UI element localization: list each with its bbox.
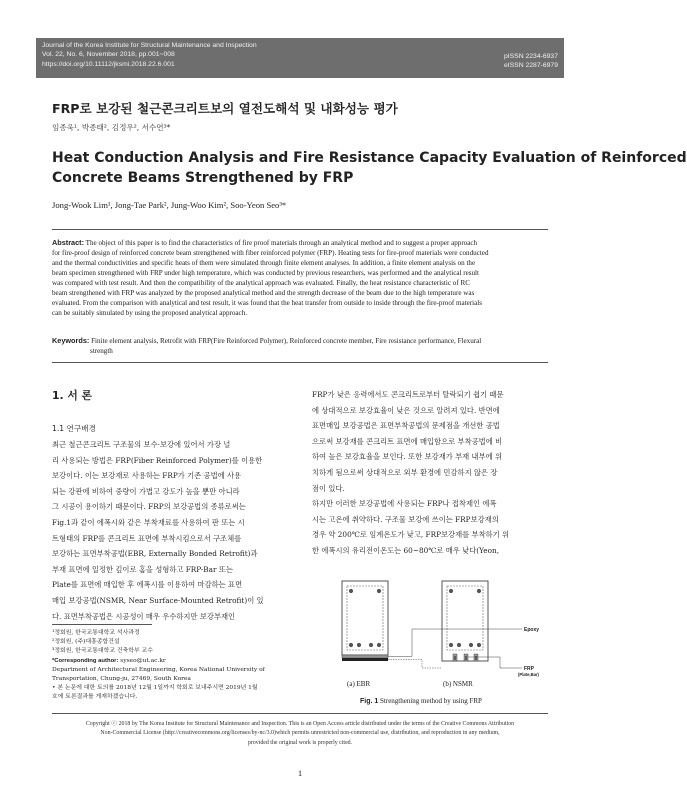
keywords-line: Keywords: Finite element analysis, Retrofit with FRP(Fire Reinforced Polymer), Reinforced concrete member, Fire resistance performance, Flexural (52, 336, 482, 345)
subsection-title: 1.1 연구배경 (52, 424, 96, 433)
copyright-notice (52, 720, 548, 748)
abstract-line: beam specimen strengthened with FRP under high temperature, which was conducted by previous researchers, was performed and the analytical result (52, 269, 479, 278)
journal-header (36, 38, 564, 78)
copyright-line: provided the original work is properly cited. (247, 739, 353, 746)
korean-title: FRP로 보강된 철근콘크리트보의 열전도해석 및 내화성능 평가 (52, 101, 398, 116)
copyright-line[interactable]: Non-Commercial License (http://creativecommons.org/licenses/by-nc/3.0)which permits unrestricted non-commercial use, distribution, and reproduction in any medium, (100, 730, 500, 737)
figure-strengthening-methods (312, 578, 548, 696)
body-line: 다. 표면부착공법은 시공성이 매우 우수하지만 보강부재인 (52, 611, 236, 621)
nsmr-beam-diagram (442, 581, 488, 661)
body-line: Fig.1과 같이 에폭시와 같은 부착재료를 사용하여 판 또는 시 (52, 517, 245, 527)
rebar (349, 589, 353, 593)
affiliation: Department of Architectural Engineering, Korea National University of (52, 666, 265, 673)
figure-caption-text: Strengthening method by using FRP (378, 697, 482, 705)
frp-sub-label: (Plate,Bar) (518, 672, 539, 677)
discussion-note: • 본 논문에 대한 토의를 2018년 12월 1일까지 학회로 보내주시면 2019년 1월 (52, 685, 258, 692)
epoxy-label: Epoxy (524, 627, 540, 633)
footnotes (52, 629, 288, 703)
body-line: 하지만 이러한 보강공법에 사용되는 FRP나 접착제인 에폭 (312, 499, 497, 509)
body-line: 트형태의 FRP를 콘크리트 표면에 부착시킴으로서 구조체를 (52, 533, 242, 543)
body-line: 치하게 됨으로써 상대적으로 외부 환경에 민감하지 않은 장 (312, 467, 498, 477)
author-email[interactable]: syseo@ut.ac.kr (118, 657, 166, 664)
nsmr-stirrup (447, 586, 483, 650)
body-line: 한 에폭시의 유리전이온도는 60~80℃로 매우 낮다(Yeon, (312, 545, 500, 555)
nsmr-frp-bar (466, 656, 467, 660)
english-authors: Jong-Wook Lim¹, Jong-Tae Park², Jung-Woo Kim², Soo-Yeon Seo³* (52, 200, 287, 210)
divider (52, 362, 548, 363)
abstract-line: beam strengthened with FRP was analyzed by the proposed analytical method and the strength decrease of the beam due to the high temperature was (52, 289, 475, 298)
ebr-stirrup (347, 586, 383, 650)
corresponding-author (52, 657, 288, 666)
journal-name: Journal of the Korea Institute for Structural Maintenance and Inspection (42, 42, 257, 49)
right-column-text (312, 387, 548, 559)
footnote: ¹정회원, 한국교통대학교 석사과정 (52, 630, 140, 636)
abstract (52, 238, 548, 318)
journal-info (42, 41, 257, 69)
abstract-line: and the thermal conductivities and specific heats of them were simulated through finite element analyses. In addition, a finite element analysis on the (52, 259, 476, 268)
keywords-label: Keywords: (52, 336, 90, 345)
body-line: 으로써 보강재를 콘크리트 표면에 매입함으로 부착공법에 비 (312, 436, 503, 446)
section-title: 1. 서 론 (52, 389, 92, 402)
body-line: 매입 보강공법(NSMR, Near Surface-Mounted Retrofit)이 있 (52, 595, 264, 605)
body-line: 에 상대적으로 보강효율이 낮은 것으로 알려져 있다. 반면에 (312, 405, 500, 415)
rebar (449, 589, 453, 593)
body-line: 리 사용되는 방법은 FRP(Fiber Reinforced Polymer)를 이용한 (52, 455, 263, 465)
ebr-frp-plate (342, 658, 388, 661)
figure-caption (360, 697, 482, 705)
nsmr-label: (b) NSMR (443, 680, 473, 688)
body-line: 최근 철근콘크리트 구조물의 보수·보강에 있어서 가장 널 (52, 440, 231, 449)
rebar (377, 589, 381, 593)
abstract-line: was compared with test result. And then the compatibility of the analytical approach was evaluated. Finally, the heat resistance characteristic of RC (52, 279, 470, 288)
rebar (477, 643, 481, 647)
rebar (369, 643, 373, 647)
body-line: 점이 있다. (312, 483, 345, 493)
english-title (52, 148, 687, 188)
corresponding-label: *Corresponding author: (52, 657, 119, 664)
body-line: 부재 표면에 일정한 깊이로 홈을 성형하고 FRP-Bar 또는 (52, 564, 233, 574)
footnote-divider (52, 624, 152, 625)
rebar (349, 643, 353, 647)
abstract-label: Abstract: (52, 238, 85, 247)
footnote: ³정회원, 한국교통대학교 건축학부 교수 (52, 648, 153, 655)
abstract-line: Abstract: The object of this paper is to find the characteristics of fire proof materials through an analytical method and to suggest a proper approach (52, 238, 478, 247)
nsmr-frp-bar (455, 656, 456, 660)
divider (52, 713, 548, 714)
affiliation: Transportation, Chung-ju, 27469, South Korea (52, 676, 191, 683)
body-line: FRP가 낮은 응력에서도 콘크리트로부터 탈락되기 쉽기 때문 (312, 390, 504, 399)
nsmr-frp-bar (476, 656, 477, 660)
rebar (457, 643, 461, 647)
rebar (469, 643, 473, 647)
divider (52, 229, 548, 230)
abstract-line: can be suitably simulated by using the proposed analytical approach. (52, 309, 248, 318)
body-line: 보강하는 표면부착공법(EBR, Externally Bonded Retrofit)과 (52, 549, 258, 559)
english-title-line: Concrete Beams Strengthened by FRP (52, 170, 354, 186)
ebr-epoxy-layer (342, 655, 388, 658)
journal-volume: Vol. 22, No. 6, November 2018, pp.001~008 (42, 51, 175, 59)
discussion-note: 호에 토론결과를 게재하겠습니다. (52, 694, 138, 701)
keywords (52, 336, 548, 356)
rebar (377, 643, 381, 647)
nsmr-beam-outline (442, 581, 488, 661)
epoxy-leader-line (388, 629, 522, 657)
body-line: 보강이다. 이는 보강재로 사용하는 FRP가 기존 공법에 사용 (52, 471, 242, 481)
rebar (477, 589, 481, 593)
body-line: 시는 고온에 취약하다. 구조물 보강에 쓰이는 FRP보강재의 (312, 514, 499, 524)
ebr-beam-diagram (342, 581, 388, 661)
rebar (449, 643, 453, 647)
rebar (357, 643, 361, 647)
journal-doi[interactable]: https://doi.org/10.11112/jksmi.2018.22.6.001 (42, 60, 175, 68)
body-line: 표면매입 보강공법은 표면부착공법의 문제점을 개선한 공법 (312, 421, 500, 431)
korean-authors: 임종욱¹, 박종태², 김정우², 서수연³* (52, 123, 171, 132)
ebr-beam-outline (342, 581, 388, 655)
issn-info (504, 52, 558, 71)
abstract-line: evaluated. From the comparison with analytical and test result, it was found that the heat transfer from outside to inside through the fire-proof materials (52, 299, 483, 308)
body-line: 그 시공이 용이하기 때문이다. FRP의 보강공법의 종류로써는 (52, 502, 246, 512)
body-line: 경우 약 200℃로 임계온도가 낮고, FRP보강재를 부착하기 위 (312, 530, 510, 540)
body-line: 하여 높은 보강효율을 보인다. 또한 보강재가 부재 내부에 위 (312, 452, 503, 462)
body-line: 되는 강판에 비하여 중량이 가볍고 강도가 높을 뿐만 아니라 (52, 486, 240, 496)
pissn: pISSN 2234-6937 (503, 53, 558, 60)
english-title-line: Heat Conduction Analysis and Fire Resistance Capacity Evaluation of Reinforced (52, 150, 687, 166)
footnote: ²정회원, (주)대흥종합건설 (52, 639, 120, 646)
frp-leader-line-ebr (388, 660, 442, 669)
left-column-text (52, 437, 288, 624)
frp-label: FRP (524, 666, 534, 672)
eissn: eISSN 2287-6979 (503, 62, 558, 70)
figure-caption-label: Fig. 1 (360, 698, 379, 705)
copyright-line: Copyright ⓒ 2018 by The Korea Institute for Structural Maintenance and Inspection. This is an Open Access article distributed under the terms of the Creative Commons Attribution (85, 721, 515, 727)
abstract-line: for fire-proof design of reinforced concrete beam strengthened with fiber reinforced polymer (FRP). Heating tests for fire-proof materials were conducted (52, 249, 489, 258)
page-number: 1 (297, 768, 303, 778)
ebr-label: (a) EBR (347, 680, 371, 688)
body-line: Plate를 표면에 매입한 후 에폭시를 이용하여 마감하는 표면 (52, 580, 243, 590)
keywords-line: strength (90, 347, 113, 356)
